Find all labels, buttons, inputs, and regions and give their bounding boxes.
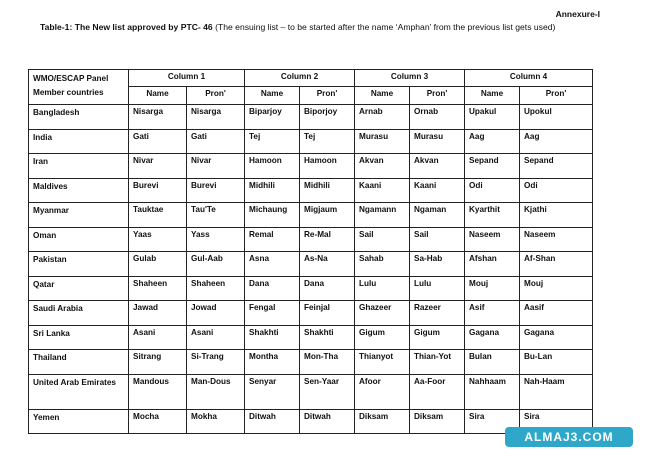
table-row: [29, 129, 593, 154]
pronunciation-cell: Sail: [410, 227, 465, 252]
pronunciation-cell: Ngaman: [410, 203, 465, 228]
pronunciation-cell: Sepand: [520, 154, 593, 179]
pronunciation-cell: Razeer: [410, 301, 465, 326]
pronunciation-cell: Ornab: [410, 105, 465, 130]
column-header: Column 3: [355, 70, 465, 87]
panel-header: WMO/ESCAP Panel Member countries: [29, 70, 129, 105]
pronunciation-cell: Aasif: [520, 301, 593, 326]
cyclone-name-cell: Remal: [245, 227, 300, 252]
country-cell: Thailand: [29, 350, 129, 375]
cyclone-name-cell: Sitrang: [129, 350, 187, 375]
country-cell: Bangladesh: [29, 105, 129, 130]
cyclone-name-cell: Bulan: [465, 350, 520, 375]
cyclone-name-cell: Tauktae: [129, 203, 187, 228]
cyclone-name-cell: Afshan: [465, 252, 520, 277]
cyclone-name-cell: Yaas: [129, 227, 187, 252]
pronunciation-cell: Odi: [520, 178, 593, 203]
cyclone-name-cell: Sail: [355, 227, 410, 252]
country-cell: Yemen: [29, 409, 129, 434]
cyclone-name-cell: Hamoon: [245, 154, 300, 179]
name-subheader: Name: [245, 87, 300, 105]
pronunciation-cell: Bu-Lan: [520, 350, 593, 375]
cyclone-name-cell: Mouj: [465, 276, 520, 301]
table-row: [29, 154, 593, 179]
pronunciation-cell: Jowad: [187, 301, 245, 326]
table-row: [29, 276, 593, 301]
cyclone-name-cell: Aag: [465, 129, 520, 154]
cyclone-name-cell: Michaung: [245, 203, 300, 228]
cyclone-name-cell: Dana: [245, 276, 300, 301]
table-row: [29, 203, 593, 228]
pronunciation-cell: Tau'Te: [187, 203, 245, 228]
cyclone-names-table: [28, 69, 593, 434]
column-header: Column 4: [465, 70, 593, 87]
pronunciation-cell: Gigum: [410, 325, 465, 350]
table-row: [29, 252, 593, 277]
pron-subheader: Pron': [300, 87, 355, 105]
name-subheader: Name: [129, 87, 187, 105]
pronunciation-cell: Asani: [187, 325, 245, 350]
cyclone-name-cell: Ditwah: [245, 409, 300, 434]
cyclone-name-cell: Lulu: [355, 276, 410, 301]
table-row: [29, 374, 593, 409]
cyclone-name-cell: Ghazeer: [355, 301, 410, 326]
cyclone-name-cell: Senyar: [245, 374, 300, 409]
table-row: [29, 178, 593, 203]
pronunciation-cell: Biporjoy: [300, 105, 355, 130]
cyclone-name-cell: Gati: [129, 129, 187, 154]
pronunciation-cell: Aa-Foor: [410, 374, 465, 409]
pronunciation-cell: Hamoon: [300, 154, 355, 179]
cyclone-name-cell: Montha: [245, 350, 300, 375]
cyclone-name-cell: Tej: [245, 129, 300, 154]
pronunciation-cell: Sira: [520, 409, 593, 434]
cyclone-name-cell: Gigum: [355, 325, 410, 350]
pronunciation-cell: Nah-Haam: [520, 374, 593, 409]
cyclone-name-cell: Mandous: [129, 374, 187, 409]
pronunciation-cell: Gagana: [520, 325, 593, 350]
pronunciation-cell: Tej: [300, 129, 355, 154]
pronunciation-cell: Diksam: [410, 409, 465, 434]
pronunciation-cell: Gul-Aab: [187, 252, 245, 277]
column-header: Column 1: [129, 70, 245, 87]
table-row: [29, 227, 593, 252]
pronunciation-cell: Thian-Yot: [410, 350, 465, 375]
pronunciation-cell: Ditwah: [300, 409, 355, 434]
cyclone-name-cell: Odi: [465, 178, 520, 203]
pronunciation-cell: Kaani: [410, 178, 465, 203]
cyclone-name-cell: Nisarga: [129, 105, 187, 130]
pronunciation-cell: Mouj: [520, 276, 593, 301]
pronunciation-cell: Re-Mal: [300, 227, 355, 252]
country-cell: Pakistan: [29, 252, 129, 277]
cyclone-name-cell: Fengal: [245, 301, 300, 326]
pronunciation-cell: Kjathi: [520, 203, 593, 228]
pronunciation-cell: Lulu: [410, 276, 465, 301]
pronunciation-cell: Naseem: [520, 227, 593, 252]
table-caption: [40, 22, 640, 32]
country-cell: United Arab Emirates: [29, 374, 129, 409]
cyclone-name-cell: Kaani: [355, 178, 410, 203]
cyclone-name-cell: Murasu: [355, 129, 410, 154]
pronunciation-cell: Nisarga: [187, 105, 245, 130]
pronunciation-cell: Mon-Tha: [300, 350, 355, 375]
pronunciation-cell: Feinjal: [300, 301, 355, 326]
cyclone-name-cell: Gagana: [465, 325, 520, 350]
pronunciation-cell: Si-Trang: [187, 350, 245, 375]
pron-subheader: Pron': [520, 87, 593, 105]
pronunciation-cell: Sen-Yaar: [300, 374, 355, 409]
pronunciation-cell: Midhili: [300, 178, 355, 203]
cyclone-name-cell: Arnab: [355, 105, 410, 130]
country-cell: Sri Lanka: [29, 325, 129, 350]
table-body: [29, 105, 593, 434]
cyclone-name-cell: Akvan: [355, 154, 410, 179]
name-subheader: Name: [465, 87, 520, 105]
cyclone-name-cell: Ngamann: [355, 203, 410, 228]
cyclone-name-cell: Upakul: [465, 105, 520, 130]
country-cell: Oman: [29, 227, 129, 252]
caption-title: Table-1: The New list approved by PTC- 46: [40, 22, 213, 32]
cyclone-name-cell: Jawad: [129, 301, 187, 326]
cyclone-name-cell: Shaheen: [129, 276, 187, 301]
cyclone-name-cell: Midhili: [245, 178, 300, 203]
pronunciation-cell: Migjaum: [300, 203, 355, 228]
table-row: [29, 325, 593, 350]
site-logo-watermark: ALMAJ3.COM: [505, 427, 633, 447]
country-cell: Qatar: [29, 276, 129, 301]
caption-note: (The ensuing list – to be started after the name ‘Amphan’ from the previous list gets used): [212, 22, 556, 32]
cyclone-name-cell: Sahab: [355, 252, 410, 277]
pronunciation-cell: Akvan: [410, 154, 465, 179]
pronunciation-cell: Man-Dous: [187, 374, 245, 409]
cyclone-name-cell: Kyarthit: [465, 203, 520, 228]
cyclone-name-cell: Sepand: [465, 154, 520, 179]
cyclone-name-cell: Mocha: [129, 409, 187, 434]
pronunciation-cell: Burevi: [187, 178, 245, 203]
cyclone-name-cell: Asna: [245, 252, 300, 277]
cyclone-name-cell: Asani: [129, 325, 187, 350]
pron-subheader: Pron': [187, 87, 245, 105]
column-header: Column 2: [245, 70, 355, 87]
pron-subheader: Pron': [410, 87, 465, 105]
cyclone-name-cell: Biparjoy: [245, 105, 300, 130]
cyclone-name-cell: Burevi: [129, 178, 187, 203]
pronunciation-cell: Sa-Hab: [410, 252, 465, 277]
table-row: [29, 301, 593, 326]
pronunciation-cell: Dana: [300, 276, 355, 301]
cyclone-name-cell: Nivar: [129, 154, 187, 179]
cyclone-name-cell: Nahhaam: [465, 374, 520, 409]
country-cell: Iran: [29, 154, 129, 179]
pronunciation-cell: As-Na: [300, 252, 355, 277]
cyclone-name-cell: Naseem: [465, 227, 520, 252]
pronunciation-cell: Aag: [520, 129, 593, 154]
table-row: [29, 105, 593, 130]
pronunciation-cell: Shaheen: [187, 276, 245, 301]
cyclone-name-cell: Diksam: [355, 409, 410, 434]
pronunciation-cell: Murasu: [410, 129, 465, 154]
table-row: [29, 350, 593, 375]
pronunciation-cell: Upokul: [520, 105, 593, 130]
cyclone-name-cell: Asif: [465, 301, 520, 326]
country-cell: Myanmar: [29, 203, 129, 228]
pronunciation-cell: Mokha: [187, 409, 245, 434]
pronunciation-cell: Shakhti: [300, 325, 355, 350]
pronunciation-cell: Yass: [187, 227, 245, 252]
country-cell: Maldives: [29, 178, 129, 203]
cyclone-name-cell: Shakhti: [245, 325, 300, 350]
pronunciation-cell: Nivar: [187, 154, 245, 179]
pronunciation-cell: Gati: [187, 129, 245, 154]
cyclone-name-cell: Thianyot: [355, 350, 410, 375]
annexure-label: Annexure-I: [555, 9, 600, 19]
pronunciation-cell: Af-Shan: [520, 252, 593, 277]
cyclone-name-cell: Gulab: [129, 252, 187, 277]
country-cell: Saudi Arabia: [29, 301, 129, 326]
country-cell: India: [29, 129, 129, 154]
name-subheader: Name: [355, 87, 410, 105]
cyclone-name-cell: Afoor: [355, 374, 410, 409]
cyclone-name-cell: Sira: [465, 409, 520, 434]
